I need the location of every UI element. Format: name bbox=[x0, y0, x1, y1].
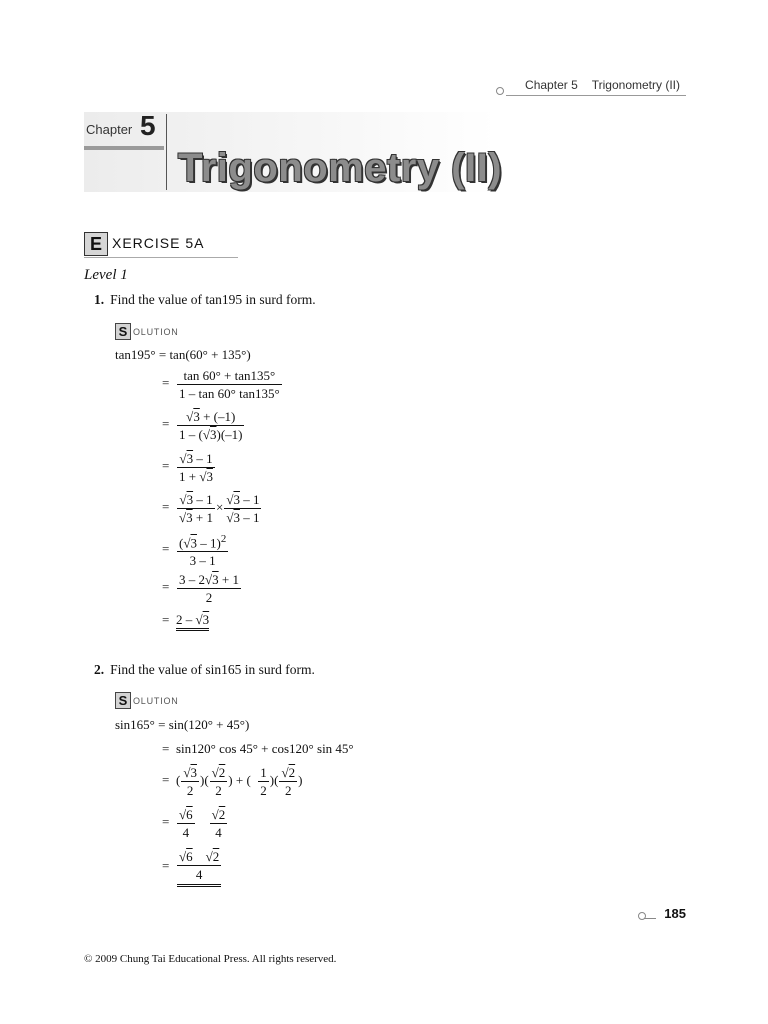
numerator bbox=[181, 764, 199, 782]
fraction bbox=[224, 491, 261, 526]
fraction bbox=[258, 764, 269, 799]
numerator bbox=[210, 806, 228, 824]
exponent: 2 bbox=[220, 533, 227, 545]
solution-label-text: OLUTION bbox=[133, 696, 179, 706]
term: – 1 bbox=[239, 510, 260, 525]
radicand: 2 bbox=[218, 765, 226, 780]
radicand: 6 bbox=[186, 807, 193, 822]
chapter-divider bbox=[166, 114, 167, 190]
radical-sign: √ bbox=[211, 765, 219, 780]
denominator: 2 bbox=[260, 783, 267, 798]
denominator: 3 – 1 bbox=[189, 553, 216, 569]
question-2 bbox=[94, 662, 315, 678]
denominator bbox=[177, 468, 215, 485]
numerator: 1 bbox=[260, 765, 267, 780]
chapter-label: Chapter bbox=[86, 122, 133, 137]
exercise-title: XERCISE 5A bbox=[112, 235, 205, 251]
q1-step-2 bbox=[162, 367, 283, 402]
term: 1 + bbox=[179, 469, 200, 484]
radical-sign: √ bbox=[179, 492, 187, 507]
radicand: 3 bbox=[202, 612, 210, 627]
exercise-rule bbox=[84, 257, 238, 258]
q1-step-7 bbox=[162, 571, 242, 606]
equals-sign: = bbox=[162, 416, 170, 432]
q2-step-3 bbox=[162, 764, 302, 799]
page-number-block bbox=[636, 906, 688, 922]
q1-answer bbox=[162, 612, 209, 628]
q1-lhs: tan195° bbox=[115, 347, 156, 362]
equals-sign: = bbox=[162, 741, 170, 756]
equals-sign: = bbox=[162, 814, 170, 830]
term: – 1 bbox=[193, 451, 213, 466]
radicand: 3 bbox=[190, 535, 197, 551]
radicand: 3 bbox=[212, 572, 219, 587]
term: ( bbox=[179, 535, 184, 551]
radicand: 3 bbox=[206, 469, 213, 484]
question-number: 2. bbox=[94, 662, 105, 677]
paren: )( bbox=[199, 772, 209, 788]
radicand: 2 bbox=[218, 807, 226, 822]
equals-sign: = bbox=[162, 541, 170, 557]
fraction bbox=[177, 450, 215, 485]
radicand: 2 bbox=[288, 765, 296, 780]
page-number-rule bbox=[644, 918, 656, 919]
numerator bbox=[177, 848, 221, 866]
numerator bbox=[210, 764, 228, 782]
radicand: 3 bbox=[193, 409, 200, 424]
paren: ) + ( bbox=[228, 772, 251, 788]
numerator bbox=[224, 491, 261, 509]
term: 3 – 2 bbox=[179, 572, 205, 587]
radical-sign: √ bbox=[183, 535, 191, 551]
chapter-rule bbox=[84, 146, 164, 150]
radical-sign: √ bbox=[211, 807, 219, 822]
term: )(–1) bbox=[216, 427, 243, 442]
level-heading: Level 1 bbox=[84, 267, 128, 283]
radical-sign: √ bbox=[186, 409, 194, 424]
solution-initial-box: S bbox=[115, 692, 131, 709]
numerator bbox=[177, 408, 244, 426]
radical-sign: √ bbox=[179, 849, 187, 864]
radical-sign: √ bbox=[183, 765, 191, 780]
denominator: 2 bbox=[285, 783, 292, 798]
term: + (–1) bbox=[199, 409, 236, 424]
term: + 1 bbox=[192, 510, 213, 525]
running-header-chapter: Chapter 5 bbox=[525, 78, 578, 92]
denominator: 2 bbox=[215, 783, 222, 798]
denominator: 4 bbox=[182, 825, 190, 840]
denominator: 4 bbox=[195, 867, 203, 882]
q2-step-1 bbox=[115, 717, 249, 733]
exercise-header bbox=[84, 232, 238, 256]
final-answer bbox=[176, 612, 209, 631]
equals-sign: = bbox=[158, 717, 166, 732]
fraction bbox=[279, 764, 297, 799]
term: – 1 bbox=[239, 492, 260, 507]
term: 1 – ( bbox=[179, 427, 203, 442]
q2-lhs: sin165° bbox=[115, 717, 155, 732]
q2-step-2 bbox=[162, 741, 354, 757]
radicand: 3 bbox=[186, 451, 194, 466]
q1-step-1-expr: tan(60° + 135°) bbox=[169, 347, 251, 362]
term: – 1) bbox=[196, 535, 221, 551]
paren: ) bbox=[298, 772, 303, 788]
denominator bbox=[177, 426, 244, 443]
denominator: 1 – tan 60° tan135° bbox=[179, 386, 280, 401]
question-text: Find the value of tan195 in surd form. bbox=[110, 292, 316, 307]
running-header-rule bbox=[506, 95, 686, 96]
fraction bbox=[177, 491, 215, 526]
q1-step-6 bbox=[162, 531, 229, 569]
q2-step-4 bbox=[162, 806, 228, 841]
denominator: 2 bbox=[205, 590, 213, 605]
term: – 1 bbox=[193, 492, 213, 507]
radicand: 3 bbox=[233, 492, 240, 507]
numerator bbox=[177, 531, 228, 552]
q2-step-1-expr: sin(120° + 45°) bbox=[168, 717, 250, 732]
final-answer bbox=[177, 848, 221, 887]
fraction bbox=[177, 408, 244, 443]
equals-sign: = bbox=[162, 499, 170, 515]
fraction bbox=[210, 764, 228, 799]
solution-label-text: OLUTION bbox=[133, 327, 179, 337]
equals-sign: = bbox=[162, 579, 170, 595]
numerator bbox=[279, 764, 297, 782]
radical-sign: √ bbox=[179, 510, 187, 525]
paren: ( bbox=[176, 772, 181, 788]
fraction bbox=[177, 531, 228, 569]
chapter-number: 5 bbox=[140, 110, 156, 141]
solution-label-2 bbox=[115, 692, 195, 710]
radicand: 3 bbox=[186, 510, 193, 525]
denominator: 2 bbox=[186, 783, 194, 798]
numerator: tan 60° + tan135° bbox=[177, 367, 282, 385]
equals-sign: = bbox=[162, 458, 170, 474]
running-header-title: Trigonometry (II) bbox=[591, 78, 680, 92]
fraction bbox=[177, 367, 282, 402]
q1-step-3 bbox=[162, 408, 245, 443]
solution-initial-box: S bbox=[115, 323, 131, 340]
radical-sign: √ bbox=[205, 572, 213, 587]
radicand: 3 bbox=[209, 427, 217, 442]
radical-sign: √ bbox=[195, 612, 203, 627]
denominator bbox=[224, 509, 261, 526]
equals-sign: = bbox=[162, 612, 170, 627]
radicand: 3 bbox=[186, 492, 194, 507]
fraction bbox=[210, 806, 228, 841]
radicand: 2 bbox=[212, 849, 220, 864]
q1-step-1 bbox=[115, 347, 251, 363]
q2-answer bbox=[162, 848, 222, 887]
radicand: 6 bbox=[186, 849, 193, 864]
q1-step-5 bbox=[162, 491, 262, 526]
numerator bbox=[177, 450, 215, 468]
radicand: 3 bbox=[233, 510, 240, 525]
q1-step-4 bbox=[162, 450, 216, 485]
radical-sign: √ bbox=[205, 849, 213, 864]
solution-label-1 bbox=[115, 323, 195, 341]
radical-sign: √ bbox=[226, 492, 234, 507]
equals-sign: = bbox=[158, 347, 167, 362]
radical-sign: √ bbox=[202, 427, 210, 442]
paren: )( bbox=[269, 772, 279, 788]
exercise-initial-box: E bbox=[84, 232, 108, 256]
numerator bbox=[177, 571, 241, 589]
page-number: 185 bbox=[664, 906, 686, 921]
fraction bbox=[177, 806, 195, 841]
denominator: 4 bbox=[215, 825, 222, 840]
q2-step-2-expr: sin120° cos 45° + cos120° sin 45° bbox=[176, 741, 354, 756]
numerator bbox=[177, 491, 215, 509]
fraction bbox=[177, 571, 241, 606]
radical-sign: √ bbox=[226, 510, 234, 525]
equals-sign: = bbox=[162, 858, 170, 874]
running-header bbox=[496, 78, 686, 96]
radical-sign: √ bbox=[179, 807, 187, 822]
running-header-text bbox=[525, 78, 680, 92]
chapter-title: Trigonometry (II) bbox=[178, 146, 503, 190]
radicand: 3 bbox=[190, 765, 197, 780]
radical-sign: √ bbox=[179, 451, 187, 466]
copyright-footer: © 2009 Chung Tai Educational Press. All rights reserved. bbox=[84, 953, 337, 965]
radical-sign: √ bbox=[281, 765, 289, 780]
equals-sign: = bbox=[162, 375, 170, 391]
fraction bbox=[181, 764, 199, 799]
equals-sign: = bbox=[162, 772, 170, 788]
numerator bbox=[177, 806, 195, 824]
times-sign: × bbox=[215, 499, 224, 515]
term: 2 – bbox=[176, 612, 196, 627]
chapter-banner bbox=[84, 110, 503, 192]
term: + 1 bbox=[218, 572, 239, 587]
denominator bbox=[177, 509, 215, 526]
question-1 bbox=[94, 292, 316, 308]
page-hook-icon bbox=[496, 87, 504, 95]
radical-sign: √ bbox=[199, 469, 207, 484]
question-number: 1. bbox=[94, 292, 105, 307]
question-text: Find the value of sin165 in surd form. bbox=[110, 662, 315, 677]
